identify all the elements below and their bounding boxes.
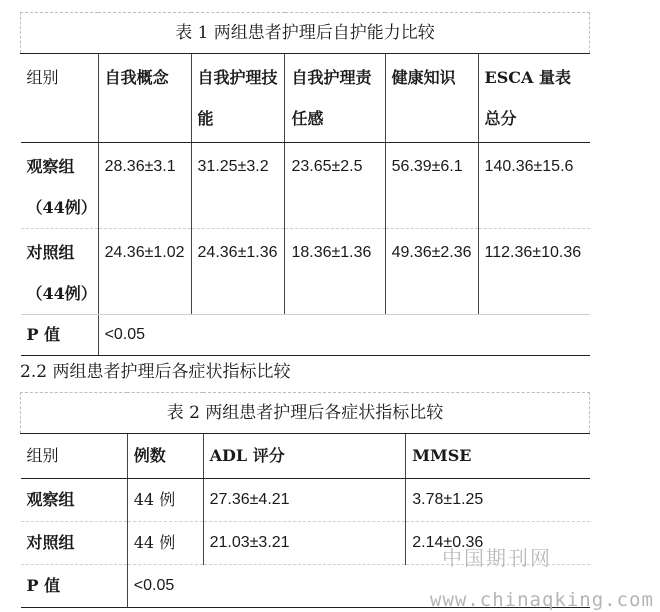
section-heading: 2.2 两组患者护理后各症状指标比较 xyxy=(20,362,291,382)
cell-value: 56.39±6.1 xyxy=(385,143,478,229)
table-row xyxy=(21,143,590,229)
cell-value: 18.36±1.36 xyxy=(285,229,385,315)
cell-value: 49.36±2.36 xyxy=(385,229,478,315)
cell-value: 31.25±3.2 xyxy=(191,143,285,229)
cell-mmse: 2.14±0.36 xyxy=(406,522,590,565)
watermark-cn: 中国期刊网 xyxy=(442,546,552,570)
table-row xyxy=(21,479,590,522)
cell-value: 140.36±15.6 xyxy=(478,143,589,229)
header-group: 组别 xyxy=(21,54,99,143)
cell-count: 44 例 xyxy=(127,522,203,565)
cell-value: 112.36±10.36 xyxy=(478,229,589,315)
watermark-url: www.chinaqking.com xyxy=(430,589,654,611)
symptom-index-table xyxy=(20,392,590,608)
cell-mmse: 3.78±1.25 xyxy=(406,479,590,522)
row-group-control: 对照组 xyxy=(21,522,128,565)
header-self-concept: 自我概念 xyxy=(98,54,191,143)
cell-adl: 21.03±3.21 xyxy=(203,522,406,565)
cell-value: 28.36±3.1 xyxy=(98,143,191,229)
header-health-knowledge: 健康知识 xyxy=(385,54,478,143)
p-value-label: P 值 xyxy=(21,565,128,608)
header-self-care-skill: 自我护理技能 xyxy=(191,54,285,143)
header-case-count: 例数 xyxy=(127,434,203,479)
table-row xyxy=(21,229,590,315)
row-group-control: 对照组（44例） xyxy=(21,229,99,315)
header-adl-score: ADL 评分 xyxy=(203,434,406,479)
header-mmse: MMSE xyxy=(406,434,590,479)
cell-count: 44 例 xyxy=(127,479,203,522)
header-self-care-responsibility: 自我护理责任感 xyxy=(285,54,385,143)
cell-value: 24.36±1.36 xyxy=(191,229,285,315)
header-esca-total: ESCA 量表总分 xyxy=(478,54,589,143)
row-group-observation: 观察组（44例） xyxy=(21,143,99,229)
cell-value: 23.65±2.5 xyxy=(285,143,385,229)
p-value: <0.05 xyxy=(98,315,589,356)
header-group: 组别 xyxy=(21,434,128,479)
row-group-observation: 观察组 xyxy=(21,479,128,522)
cell-adl: 27.36±4.21 xyxy=(203,479,406,522)
table1-caption: 表 1 两组患者护理后自护能力比较 xyxy=(21,13,590,54)
p-value-label: P 值 xyxy=(21,315,99,356)
cell-value: 24.36±1.02 xyxy=(98,229,191,315)
table2-caption: 表 2 两组患者护理后各症状指标比较 xyxy=(21,393,590,434)
self-care-ability-table xyxy=(20,12,590,356)
p-value: <0.05 xyxy=(127,565,589,608)
